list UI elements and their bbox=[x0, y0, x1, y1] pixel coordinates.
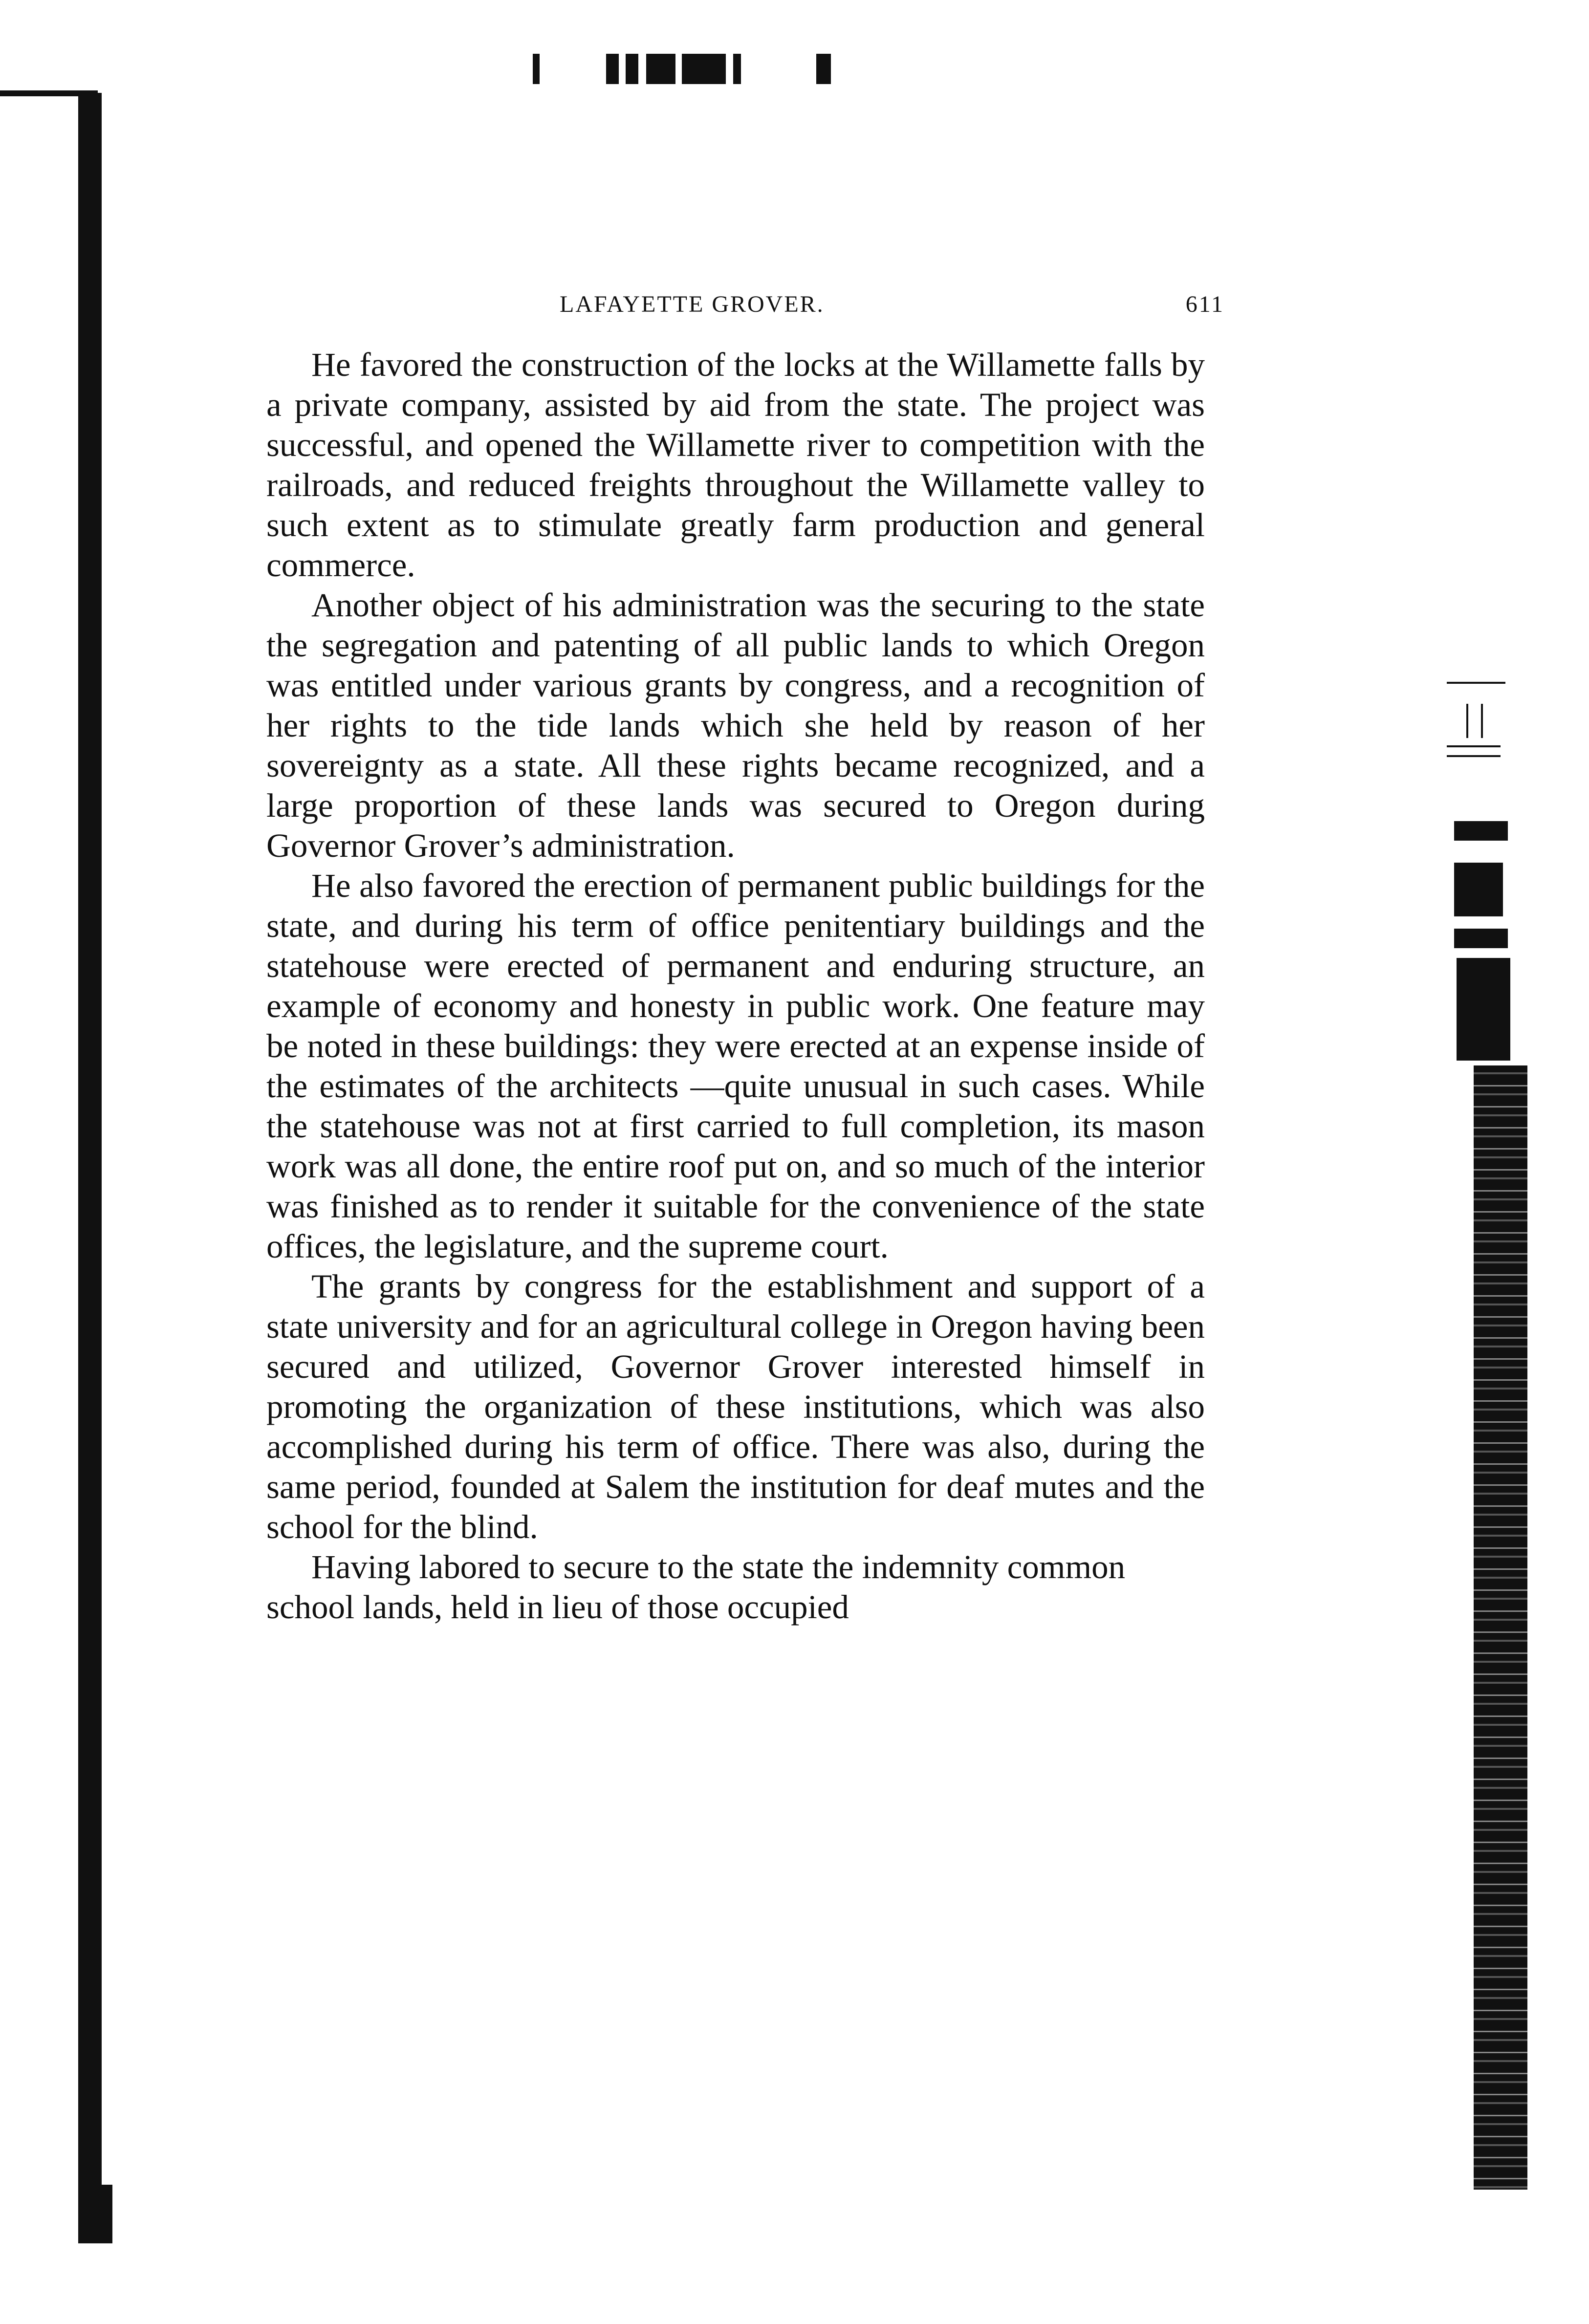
scan-registration-marks bbox=[533, 54, 836, 88]
scan-noise-bar bbox=[1474, 1065, 1527, 2190]
paragraph: The grants by congress for the establishment and support of a state university and for an agricultural college in Oregon having been secured and utilized, Governor Grover interested himself in promoting the organization of these institutions, which was also accomplished during his term of office. There was also, during the same period, founded at Salem the institution for deaf mutes and the school for the blind. bbox=[266, 1268, 1205, 1545]
scan-dash bbox=[1481, 704, 1483, 738]
scan-dash bbox=[1447, 755, 1501, 757]
binding-edge-bottom bbox=[98, 2185, 112, 2243]
scan-dash bbox=[1447, 745, 1501, 747]
scan-dash bbox=[1454, 929, 1508, 948]
scan-dash bbox=[1447, 682, 1505, 684]
body-text bbox=[266, 345, 1205, 1627]
scan-dash bbox=[1457, 958, 1510, 1061]
paragraph: He also favored the erection of permanent public buildings for the state, and during his term of office penitentiary buildings and the statehouse were erected of permanent and enduring structure, an example of economy and honesty in public work. One feature may be noted in these buildings: they were erected at an expense inside of the estimates of the architects —quite unusual in such cases. While the statehouse was not at first carried to full completion, its mason work was all done, the entire roof put on, and so much of the interior was finished as to render it suitable for the convenience of the state offices, the legislature, and the supreme court. bbox=[266, 867, 1205, 1265]
scan-dash bbox=[1454, 821, 1508, 841]
scan-dash bbox=[1466, 704, 1468, 738]
paragraph: He favored the construction of the locks at the Willamette falls by a private company, assisted by aid from the state. The project was successful, and opened the Willamette river to competition with the railroads, and reduced freights throughout the Willamette valley to such extent as to stimulate greatly farm production and general commerce. bbox=[266, 346, 1205, 584]
page-number: 611 bbox=[1185, 291, 1224, 317]
running-head bbox=[266, 291, 1224, 325]
book-page bbox=[266, 291, 1224, 1627]
paragraph: Another object of his administration was the securing to the state the segregation and patenting of all public lands to which Oregon was entitled under various grants by congress, and a recognition of her rights to the tide lands which she held by reason of her sovereignty as a state. All these rights became recognized, and a large proportion of these lands was secured to Oregon during Governor Grover’s administration. bbox=[266, 586, 1205, 864]
paragraph: Having labored to secure to the state the indemnity common school lands, held in lieu of those occupied bbox=[266, 1548, 1126, 1626]
scan-dash bbox=[1454, 863, 1503, 916]
binding-edge bbox=[78, 93, 102, 2243]
running-title: LAFAYETTE GROVER. bbox=[560, 291, 825, 317]
